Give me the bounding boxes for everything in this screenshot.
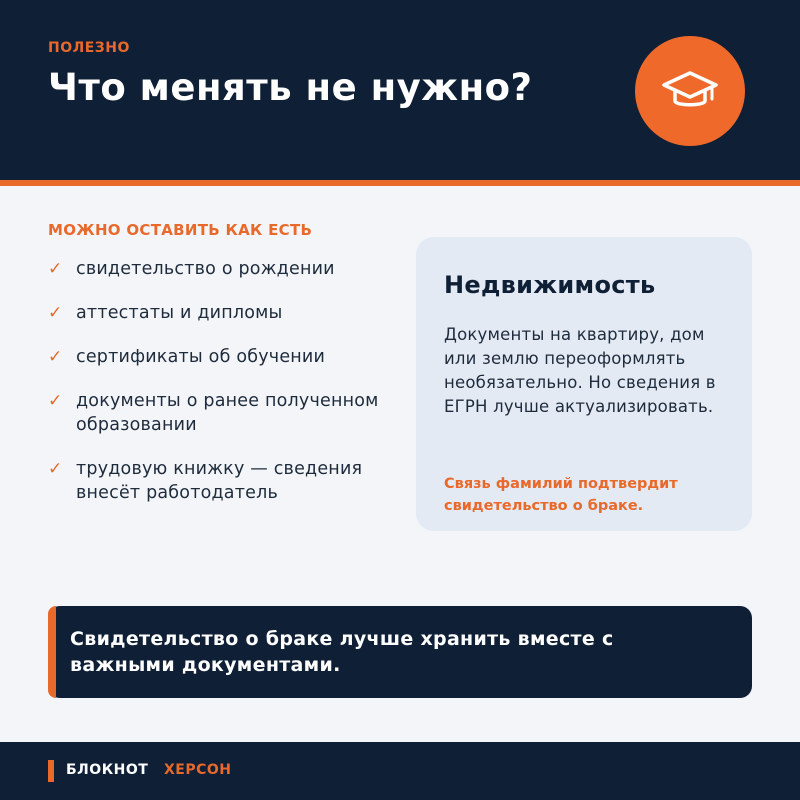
- list-item: [48, 345, 388, 369]
- list-item: [48, 257, 388, 281]
- header-divider: [0, 180, 800, 186]
- banner-text: Свидетельство о браке лучше хранить вместе с важными документами.: [70, 628, 614, 676]
- graduation-cap-badge: [635, 36, 745, 146]
- page-title: Что менять не нужно?: [48, 66, 533, 109]
- keep-list: [48, 257, 388, 525]
- list-item-text: сертификаты об обучении: [76, 347, 326, 367]
- footer-city: ХЕРСОН: [164, 762, 232, 778]
- section-label: МОЖНО ОСТАВИТЬ КАК ЕСТЬ: [48, 221, 313, 239]
- list-item-text: трудовую книжку — сведения внесёт работодатель: [76, 459, 363, 503]
- checkmark-icon: ✓: [48, 303, 63, 323]
- list-item-text: документы о ранее полученном образовании: [76, 391, 379, 435]
- banner-accent-bar: [48, 606, 56, 698]
- card-title: Недвижимость: [444, 271, 656, 299]
- checkmark-icon: ✓: [48, 259, 63, 279]
- footer-accent-bar: [48, 760, 54, 782]
- graduation-cap-icon: [662, 69, 718, 113]
- footer: [0, 742, 800, 800]
- footer-brand: БЛОКНОТ: [66, 762, 149, 778]
- checkmark-icon: ✓: [48, 391, 63, 411]
- list-item-text: аттестаты и дипломы: [76, 303, 283, 323]
- list-item: [48, 457, 388, 505]
- card-body: Документы на квартиру, дом или землю переоформлять необязательно. Но сведения в ЕГРН лучше актуализировать.: [444, 325, 716, 416]
- list-item-text: свидетельство о рождении: [76, 259, 335, 279]
- header: [0, 0, 800, 180]
- tip-banner: [48, 606, 752, 698]
- real-estate-card: [416, 237, 752, 531]
- card-note: Связь фамилий подтвердит свидетельство о браке.: [444, 476, 678, 514]
- header-kicker: ПОЛЕЗНО: [48, 40, 130, 56]
- checkmark-icon: ✓: [48, 347, 63, 367]
- list-item: [48, 389, 388, 437]
- checkmark-icon: ✓: [48, 459, 63, 479]
- list-item: [48, 301, 388, 325]
